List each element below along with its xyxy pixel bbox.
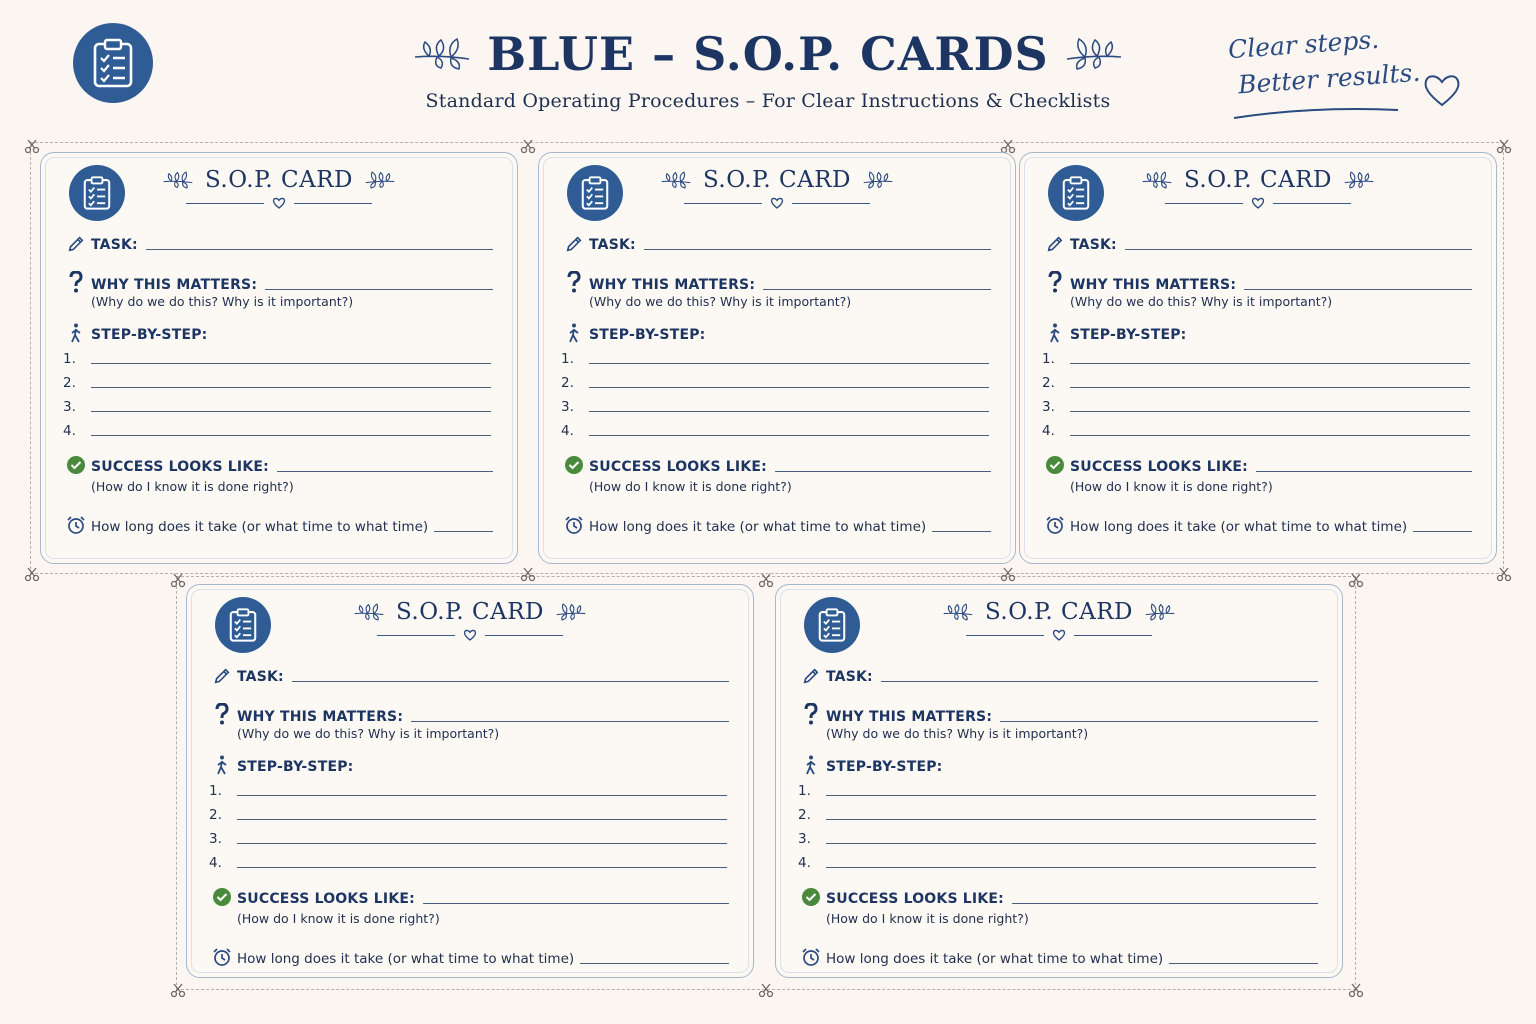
question-mark-icon: [214, 703, 230, 725]
question-mark-icon: [803, 703, 819, 725]
step-input-line[interactable]: [91, 411, 491, 412]
leaf-sprig-icon: [1140, 171, 1174, 189]
task-label: TASK:: [826, 669, 873, 685]
step-input-line[interactable]: [1070, 411, 1470, 412]
step-number: 1.: [561, 351, 574, 367]
step-row: [1042, 375, 1470, 391]
leaf-sprig-icon: [352, 603, 386, 621]
heart-divider-icon: [770, 197, 784, 209]
step-number: 3.: [63, 399, 76, 415]
scissors-icon: [758, 982, 774, 998]
why-input-line[interactable]: [1244, 289, 1472, 290]
success-row: [796, 887, 1318, 907]
sop-card-2: [538, 152, 1016, 564]
steps-row: [207, 755, 729, 775]
scissors-icon: [170, 982, 186, 998]
leaf-sprig-icon: [1063, 37, 1125, 71]
step-input-line[interactable]: [589, 387, 989, 388]
check-circle-icon: [564, 455, 584, 475]
pencil-icon: [213, 667, 231, 685]
step-input-line[interactable]: [826, 843, 1316, 844]
card-title: S.O.P. CARD: [703, 167, 851, 193]
time-row: [1040, 515, 1472, 535]
why-row: [796, 703, 1318, 725]
tagline: [1222, 24, 1472, 128]
scissors-icon: [1348, 572, 1364, 588]
page-subtitle: Standard Operating Procedures – For Clear Instructions & Checklists: [425, 90, 1111, 112]
step-number: 4.: [798, 855, 811, 871]
success-label: SUCCESS LOOKS LIKE:: [237, 891, 415, 907]
success-hint: (How do I know it is done right?): [1070, 479, 1273, 494]
step-number: 3.: [1042, 399, 1055, 415]
task-row: [1040, 235, 1472, 253]
success-hint: (How do I know it is done right?): [91, 479, 294, 494]
step-input-line[interactable]: [237, 867, 727, 868]
success-label: SUCCESS LOOKS LIKE:: [826, 891, 1004, 907]
step-number: 2.: [63, 375, 76, 391]
why-hint: (Why do we do this? Why is it important?): [826, 726, 1089, 741]
time-label: How long does it take (or what time to what time): [826, 951, 1164, 967]
step-number: 3.: [561, 399, 574, 415]
task-input-line[interactable]: [292, 681, 729, 682]
success-input-line[interactable]: [1256, 471, 1472, 472]
time-row: [207, 947, 729, 967]
step-input-line[interactable]: [91, 387, 491, 388]
step-input-line[interactable]: [1070, 435, 1470, 436]
step-number: 4.: [209, 855, 222, 871]
alarm-clock-icon: [66, 515, 86, 535]
why-hint: (Why do we do this? Why is it important?): [1070, 294, 1333, 309]
success-row: [559, 455, 991, 475]
step-row: [561, 399, 989, 415]
leaf-sprig-icon: [1342, 171, 1376, 189]
step-number: 1.: [1042, 351, 1055, 367]
step-row: [798, 807, 1316, 823]
question-mark-icon: [566, 271, 582, 293]
step-number: 2.: [209, 807, 222, 823]
check-circle-icon: [1045, 455, 1065, 475]
step-row: [1042, 423, 1470, 439]
success-input-line[interactable]: [775, 471, 991, 472]
scissors-icon: [1496, 138, 1512, 154]
step-number: 1.: [209, 783, 222, 799]
task-label: TASK:: [91, 237, 138, 253]
step-input-line[interactable]: [237, 795, 727, 796]
card-header: [41, 167, 517, 209]
step-row: [63, 351, 491, 367]
check-circle-icon: [801, 887, 821, 907]
step-number: 4.: [561, 423, 574, 439]
time-input-line[interactable]: [1169, 963, 1318, 964]
tagline-line-2: Better results.: [1237, 57, 1422, 100]
sop-card-5: [775, 584, 1343, 978]
pencil-icon: [565, 235, 583, 253]
walking-person-icon: [566, 323, 582, 343]
step-input-line[interactable]: [237, 843, 727, 844]
steps-row: [796, 755, 1318, 775]
step-row: [209, 855, 727, 871]
alarm-clock-icon: [1045, 515, 1065, 535]
step-number: 3.: [798, 831, 811, 847]
heart-divider-icon: [1251, 197, 1265, 209]
success-label: SUCCESS LOOKS LIKE:: [91, 459, 269, 475]
step-input-line[interactable]: [589, 435, 989, 436]
card-title: S.O.P. CARD: [985, 599, 1133, 625]
success-hint: (How do I know it is done right?): [826, 911, 1029, 926]
why-input-line[interactable]: [411, 721, 729, 722]
step-row: [209, 831, 727, 847]
step-number: 1.: [798, 783, 811, 799]
task-input-line[interactable]: [146, 249, 493, 250]
time-row: [796, 947, 1318, 967]
walking-person-icon: [803, 755, 819, 775]
leaf-sprig-icon: [363, 171, 397, 189]
sop-card-4: [186, 584, 754, 978]
page-title: BLUE – S.O.P. CARDS: [487, 27, 1049, 81]
why-input-line[interactable]: [763, 289, 991, 290]
success-row: [61, 455, 493, 475]
scissors-icon: [1496, 566, 1512, 582]
task-row: [207, 667, 729, 685]
step-number: 3.: [209, 831, 222, 847]
time-label: How long does it take (or what time to what time): [589, 519, 927, 535]
success-row: [207, 887, 729, 907]
scissors-icon: [170, 572, 186, 588]
why-label: WHY THIS MATTERS:: [826, 709, 993, 725]
step-row: [63, 423, 491, 439]
leaf-sprig-icon: [861, 171, 895, 189]
steps-label: STEP-BY-STEP:: [826, 759, 943, 775]
time-label: How long does it take (or what time to what time): [237, 951, 575, 967]
time-input-line[interactable]: [580, 963, 729, 964]
sop-card-1: [40, 152, 518, 564]
task-row: [559, 235, 991, 253]
step-input-line[interactable]: [237, 819, 727, 820]
card-header: [539, 167, 1015, 209]
steps-row: [61, 323, 493, 343]
pencil-icon: [67, 235, 85, 253]
why-label: WHY THIS MATTERS:: [1070, 277, 1237, 293]
step-input-line[interactable]: [826, 867, 1316, 868]
time-input-line[interactable]: [434, 531, 493, 532]
why-label: WHY THIS MATTERS:: [91, 277, 258, 293]
time-row: [61, 515, 493, 535]
step-row: [63, 399, 491, 415]
scissors-icon: [24, 138, 40, 154]
step-row: [63, 375, 491, 391]
heart-divider-icon: [1052, 629, 1066, 641]
step-input-line[interactable]: [589, 363, 989, 364]
success-input-line[interactable]: [423, 903, 729, 904]
task-input-line[interactable]: [881, 681, 1318, 682]
check-circle-icon: [212, 887, 232, 907]
step-row: [798, 831, 1316, 847]
success-hint: (How do I know it is done right?): [589, 479, 792, 494]
alarm-clock-icon: [564, 515, 584, 535]
step-row: [561, 351, 989, 367]
steps-label: STEP-BY-STEP:: [91, 327, 208, 343]
leaf-sprig-icon: [659, 171, 693, 189]
success-input-line[interactable]: [277, 471, 493, 472]
step-input-line[interactable]: [91, 363, 491, 364]
alarm-clock-icon: [801, 947, 821, 967]
heart-outline-icon: [1422, 72, 1462, 108]
question-mark-icon: [68, 271, 84, 293]
step-row: [798, 783, 1316, 799]
step-row: [798, 855, 1316, 871]
step-row: [1042, 399, 1470, 415]
step-number: 1.: [63, 351, 76, 367]
why-row: [61, 271, 493, 293]
time-label: How long does it take (or what time to what time): [1070, 519, 1408, 535]
success-row: [1040, 455, 1472, 475]
success-label: SUCCESS LOOKS LIKE:: [589, 459, 767, 475]
leaf-sprig-icon: [941, 603, 975, 621]
scissors-icon: [758, 572, 774, 588]
step-input-line[interactable]: [826, 795, 1316, 796]
why-hint: (Why do we do this? Why is it important?): [237, 726, 500, 741]
task-label: TASK:: [1070, 237, 1117, 253]
step-input-line[interactable]: [1070, 363, 1470, 364]
question-mark-icon: [1047, 271, 1063, 293]
walking-person-icon: [214, 755, 230, 775]
steps-row: [1040, 323, 1472, 343]
step-number: 2.: [561, 375, 574, 391]
card-title: S.O.P. CARD: [205, 167, 353, 193]
heart-divider-icon: [463, 629, 477, 641]
time-label: How long does it take (or what time to what time): [91, 519, 429, 535]
why-label: WHY THIS MATTERS:: [589, 277, 756, 293]
step-input-line[interactable]: [91, 435, 491, 436]
step-number: 2.: [1042, 375, 1055, 391]
underline-swash: [1232, 102, 1402, 122]
walking-person-icon: [1047, 323, 1063, 343]
success-hint: (How do I know it is done right?): [237, 911, 440, 926]
why-input-line[interactable]: [1000, 721, 1318, 722]
scissors-icon: [1348, 982, 1364, 998]
step-row: [561, 375, 989, 391]
scissors-icon: [520, 566, 536, 582]
step-row: [561, 423, 989, 439]
pencil-icon: [802, 667, 820, 685]
step-input-line[interactable]: [826, 819, 1316, 820]
scissors-icon: [1000, 566, 1016, 582]
card-header: [187, 599, 753, 641]
step-row: [1042, 351, 1470, 367]
why-row: [207, 703, 729, 725]
leaf-sprig-icon: [161, 171, 195, 189]
step-number: 4.: [63, 423, 76, 439]
task-input-line[interactable]: [644, 249, 991, 250]
card-header: [1020, 167, 1496, 209]
step-input-line[interactable]: [1070, 387, 1470, 388]
scissors-icon: [24, 566, 40, 582]
leaf-sprig-icon: [554, 603, 588, 621]
sop-card-3: [1019, 152, 1497, 564]
task-label: TASK:: [589, 237, 636, 253]
card-title: S.O.P. CARD: [396, 599, 544, 625]
task-input-line[interactable]: [1125, 249, 1472, 250]
success-label: SUCCESS LOOKS LIKE:: [1070, 459, 1248, 475]
step-input-line[interactable]: [589, 411, 989, 412]
steps-row: [559, 323, 991, 343]
pencil-icon: [1046, 235, 1064, 253]
task-row: [61, 235, 493, 253]
walking-person-icon: [68, 323, 84, 343]
card-header: [776, 599, 1342, 641]
check-circle-icon: [66, 455, 86, 475]
steps-label: STEP-BY-STEP:: [1070, 327, 1187, 343]
leaf-sprig-icon: [411, 37, 473, 71]
why-label: WHY THIS MATTERS:: [237, 709, 404, 725]
task-row: [796, 667, 1318, 685]
steps-label: STEP-BY-STEP:: [589, 327, 706, 343]
success-input-line[interactable]: [1012, 903, 1318, 904]
why-hint: (Why do we do this? Why is it important?): [91, 294, 354, 309]
step-row: [209, 783, 727, 799]
alarm-clock-icon: [212, 947, 232, 967]
why-input-line[interactable]: [265, 289, 493, 290]
step-number: 4.: [1042, 423, 1055, 439]
step-row: [209, 807, 727, 823]
why-hint: (Why do we do this? Why is it important?): [589, 294, 852, 309]
time-input-line[interactable]: [932, 531, 991, 532]
why-row: [559, 271, 991, 293]
why-row: [1040, 271, 1472, 293]
tagline-line-1: Clear steps.: [1227, 24, 1380, 65]
step-number: 2.: [798, 807, 811, 823]
leaf-sprig-icon: [1143, 603, 1177, 621]
time-input-line[interactable]: [1413, 531, 1472, 532]
steps-label: STEP-BY-STEP:: [237, 759, 354, 775]
heart-divider-icon: [272, 197, 286, 209]
time-row: [559, 515, 991, 535]
card-title: S.O.P. CARD: [1184, 167, 1332, 193]
task-label: TASK:: [237, 669, 284, 685]
scissors-icon: [520, 138, 536, 154]
